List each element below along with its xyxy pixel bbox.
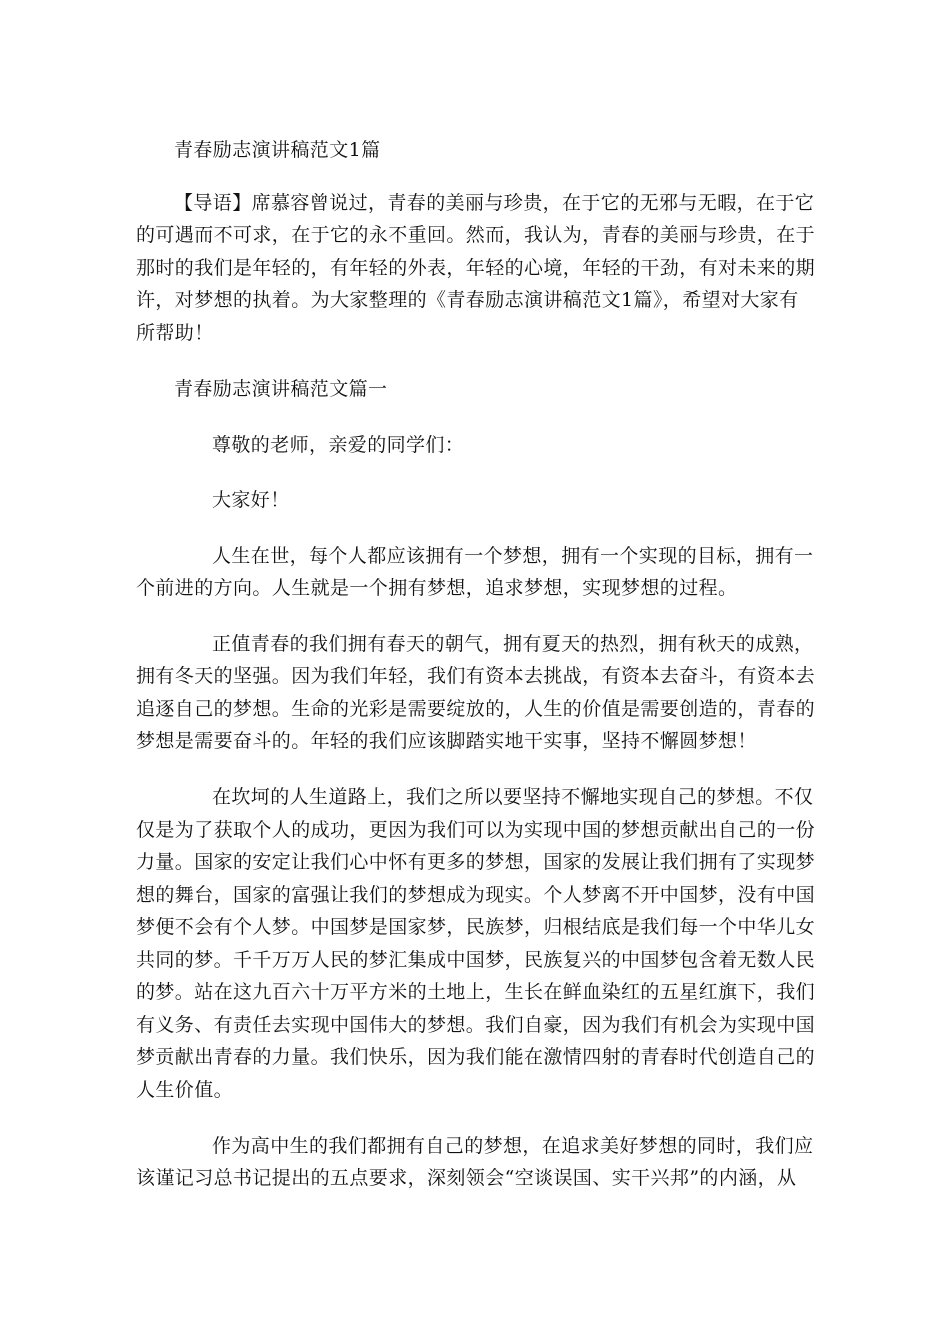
paragraph-line: 该谨记习总书记提出的五点要求，深刻领会“空谈误国、实干兴邦”的内涵，从 — [136, 1167, 797, 1189]
paragraph-line: 梦便不会有个人梦。中国梦是国家梦，民族梦，归根结底是我们每一个中华儿女 — [136, 916, 816, 938]
paragraph-line: 的梦。站在这九百六十万平方米的土地上，生长在鲜血染红的五星红旗下，我们 — [136, 981, 816, 1003]
paragraph-line: 在坎坷的人生道路上，我们之所以要坚持不懈地实现自己的梦想。不仅 — [212, 786, 814, 808]
salutation: 尊敬的老师，亲爱的同学们： — [212, 434, 465, 456]
paragraph-line: 追逐自己的梦想。生命的光彩是需要绽放的，人生的价值是需要创造的，青春的 — [136, 698, 816, 720]
intro-line: 所帮助！ — [136, 322, 214, 344]
intro-line: 许，对梦想的执着。为大家整理的《青春励志演讲稿范文1篇》，希望对大家有 — [136, 289, 799, 311]
paragraph-line: 力量。国家的安定让我们心中怀有更多的梦想，国家的发展让我们拥有了实现梦 — [136, 851, 816, 873]
intro-line: 【导语】席慕容曾说过，青春的美丽与珍贵，在于它的无邪与无暇，在于它 — [174, 192, 815, 214]
paragraph-line: 个前进的方向。人生就是一个拥有梦想，追求梦想，实现梦想的过程。 — [136, 577, 738, 599]
paragraph-line: 正值青春的我们拥有春天的朝气，拥有夏天的热烈，拥有秋天的成熟， — [212, 633, 814, 655]
paragraph-line: 拥有冬天的坚强。因为我们年轻，我们有资本去挑战，有资本去奋斗，有资本去 — [136, 665, 816, 687]
paragraph-line: 有义务、有责任去实现中国伟大的梦想。我们自豪，因为我们有机会为实现中国 — [136, 1014, 816, 1036]
paragraph-line: 梦想是需要奋斗的。年轻的我们应该脚踏实地干实事，坚持不懈圆梦想！ — [136, 730, 757, 752]
paragraph-line: 人生价值。 — [136, 1079, 234, 1101]
paragraph-line: 想的舞台，国家的富强让我们的梦想成为现实。个人梦离不开中国梦，没有中国 — [136, 884, 816, 906]
greeting: 大家好！ — [212, 489, 290, 511]
intro-line: 的可遇而不可求，在于它的永不重回。然而，我认为，青春的美丽与珍贵，在于 — [136, 224, 816, 246]
document-heading: 青春励志演讲稿范文1篇 — [174, 139, 381, 161]
intro-line: 那时的我们是年轻的，有年轻的外表，年轻的心境，年轻的干劲，有对未来的期 — [136, 257, 816, 279]
paragraph-line: 梦贡献出青春的力量。我们快乐，因为我们能在激情四射的青春时代创造自己的 — [136, 1046, 816, 1068]
paragraph-line: 作为高中生的我们都拥有自己的梦想，在追求美好梦想的同时，我们应 — [212, 1135, 814, 1157]
paragraph-line: 仅是为了获取个人的成功，更因为我们可以为实现中国的梦想贡献出自己的一份 — [136, 819, 816, 841]
section-subheading: 青春励志演讲稿范文篇一 — [174, 378, 388, 400]
paragraph-line: 人生在世，每个人都应该拥有一个梦想，拥有一个实现的目标，拥有一 — [212, 545, 814, 567]
paragraph-line: 共同的梦。千千万万人民的梦汇集成中国梦，民族复兴的中国梦包含着无数人民 — [136, 949, 816, 971]
